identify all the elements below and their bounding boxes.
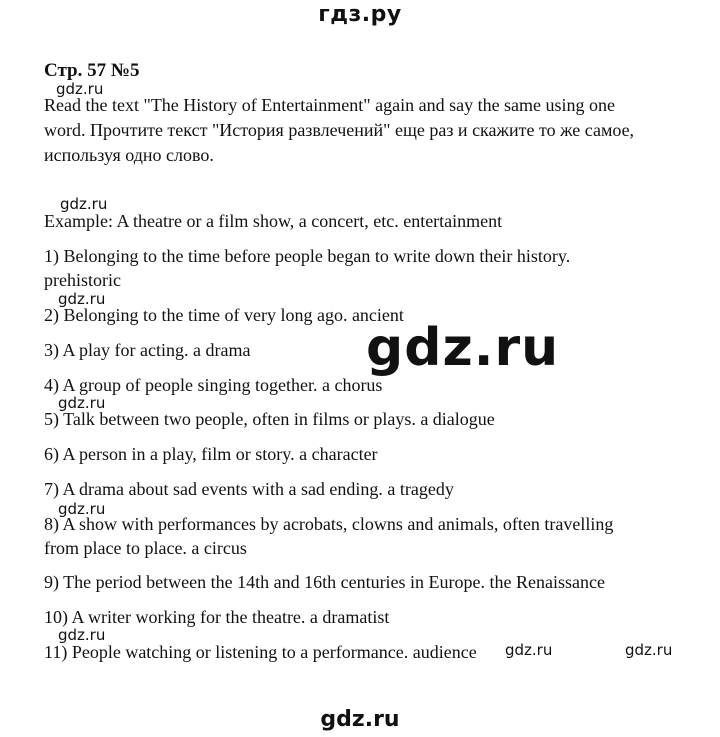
site-header-logo: гдз.ру: [318, 2, 402, 27]
answer-line: 7) A drama about sad events with a sad ending. a tragedy: [44, 479, 454, 499]
answer-line: 9) The period between the 14th and 16th centuries in Europe. the Renaissance: [44, 572, 605, 592]
watermark-large: gdz.ru: [366, 318, 560, 378]
watermark: gdz.ru: [625, 641, 673, 659]
answer-line: 3) A play for acting. a drama: [44, 340, 251, 360]
watermark: gdz.ru: [58, 290, 106, 308]
example-line: Example: A theatre or a film show, a concert, etc. entertainment: [44, 211, 503, 231]
answer-line: 6) A person in a play, film or story. a character: [44, 444, 378, 464]
page-title: Стр. 57 №5: [44, 60, 140, 81]
answer-line: 10) A writer working for the theatre. a dramatist: [44, 607, 390, 627]
answer-line: 11) People watching or listening to a performance. audience: [44, 642, 477, 662]
watermark: gdz.ru: [58, 626, 106, 644]
answer-line: prehistoric: [44, 270, 121, 290]
site-footer-logo: gdz.ru: [320, 707, 400, 732]
answer-line: 8) A show with performances by acrobats, clowns and animals, often travelling: [44, 514, 614, 534]
answer-line: from place to place. a circus: [44, 538, 247, 558]
watermark: gdz.ru: [505, 641, 553, 659]
watermark: gdz.ru: [58, 394, 106, 412]
instruction-line: word. Прочтите текст "История развлечений" еще раз и скажите то же самое,: [44, 120, 635, 140]
answer-line: 1) Belonging to the time before people began to write down their history.: [44, 246, 571, 266]
instruction-line: используя одно слово.: [44, 145, 214, 165]
answer-line: 4) A group of people singing together. a chorus: [44, 375, 383, 395]
instruction-line: Read the text "The History of Entertainment" again and say the same using one: [44, 95, 616, 115]
watermark: gdz.ru: [56, 80, 104, 98]
answer-line: 2) Belonging to the time of very long ago. ancient: [44, 305, 404, 325]
watermark: gdz.ru: [58, 500, 106, 518]
answer-line: 5) Talk between two people, often in films or plays. a dialogue: [44, 409, 495, 429]
watermark: gdz.ru: [60, 195, 108, 213]
